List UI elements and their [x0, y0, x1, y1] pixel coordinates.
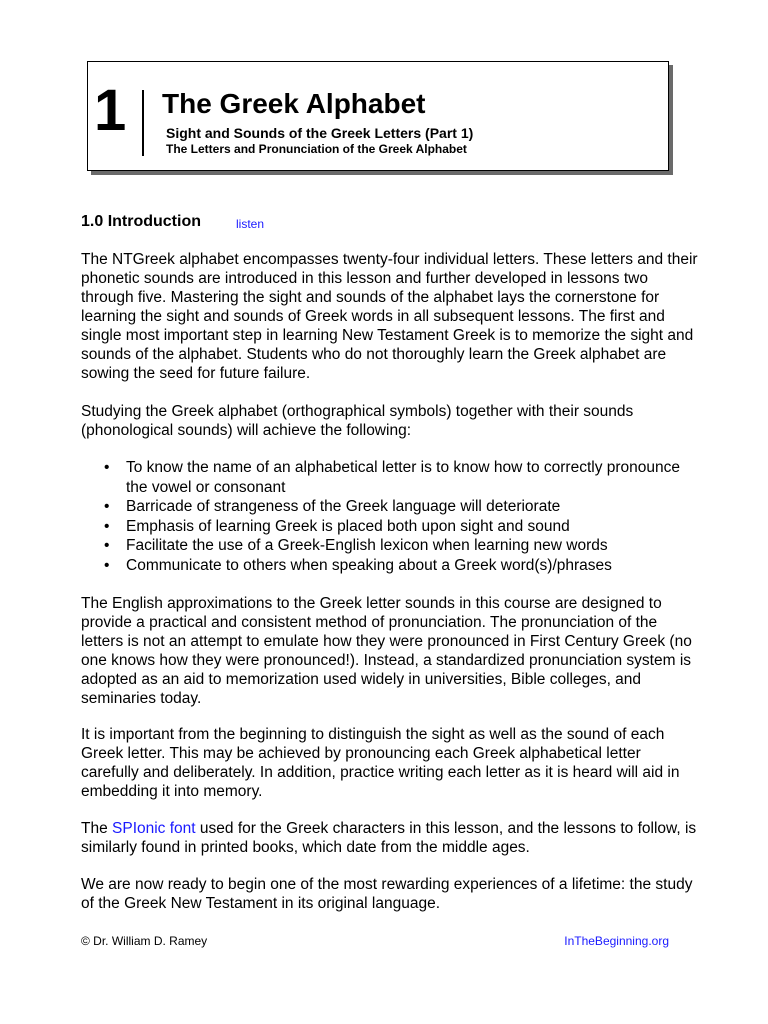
paragraph-text: Studying the Greek alphabet (orthographical symbols) together with their sounds (phonological sounds) will achieve the following: — [81, 403, 634, 439]
bullet-icon: • — [104, 537, 110, 554]
bullet-icon: • — [104, 517, 110, 535]
list-item — [81, 556, 701, 576]
lesson-subtitle: Sight and Sounds of the Greek Letters (Part 1) — [166, 125, 474, 141]
paragraph-text-start: The — [81, 820, 113, 837]
list-item-text: Barricade of strangeness of the Greek language will deteriorate — [126, 498, 561, 515]
paragraph-text — [81, 819, 701, 857]
benefits-list — [81, 458, 701, 575]
paragraph-text: We are now ready to begin one of the most rewarding experiences of a lifetime: the study of the Greek New Testament in its original language. — [81, 876, 693, 912]
paragraph-text: The NTGreek alphabet encompasses twenty-four individual letters. These letters and their phonetic sounds are introduced in this lesson and further developed in lessons two through five. Mastering the sight and sounds of the alphabet lays the cornerstone for learning the sight and sounds of Greek words in all subsequent lessons. The first and single most important step in learning New Testament Greek is to memorize the sight and sounds of the alphabet. Students who do not thoroughly learn the Greek alphabet are sowing the seed for future failure. — [81, 251, 698, 382]
paragraph-closing — [81, 875, 701, 913]
paragraph-pronunciation — [81, 594, 701, 708]
spionic-font-link[interactable]: SPIonic font — [112, 820, 196, 837]
paragraph-text: It is important from the beginning to distinguish the sight as well as the sound of each Greek letter. This may be achieved by pronouncing each Greek alphabetical letter carefully and deliberately. In addition, practice writing each letter as it is heard will aid in embedding it into memory. — [81, 726, 680, 800]
footer-copyright: © Dr. William D. Ramey — [81, 934, 208, 948]
lesson-title: The Greek Alphabet — [162, 88, 426, 119]
list-item — [81, 497, 701, 517]
paragraph-distinguish — [81, 725, 701, 801]
list-item — [81, 517, 701, 537]
bullet-icon: • — [104, 556, 110, 574]
footer-site-link[interactable]: InTheBeginning.org — [564, 934, 669, 948]
listen-link[interactable]: listen — [236, 217, 265, 231]
list-item — [81, 458, 701, 497]
paragraph-intro — [81, 250, 701, 383]
list-item-text: To know the name of an alphabetical letter is to know how to correctly pronounce the vowel or consonant — [126, 459, 681, 496]
bullet-icon: • — [104, 459, 110, 476]
header-divider — [142, 90, 144, 156]
list-item-text: Emphasis of learning Greek is placed both upon sight and sound — [126, 517, 570, 535]
list-item-text: Facilitate the use of a Greek-English lexicon when learning new words — [126, 537, 608, 554]
paragraph-text: The English approximations to the Greek letter sounds in this course are designed to provide a practical and consistent method of pronunciation. The pronunciation of the letters is not an attempt to emulate how they were pronounced in First Century Greek (no one knows how they were pronounced!). Instead, a standardized pronunciation system is adopted as an aid to memorization used widely in universities, Bible colleges, and seminaries today. — [81, 595, 692, 707]
bullet-icon: • — [104, 498, 110, 515]
lesson-subsubtitle: The Letters and Pronunciation of the Greek Alphabet — [166, 142, 467, 156]
lesson-header-box — [87, 61, 669, 171]
list-item — [81, 536, 701, 556]
paragraph-text-end: used for the Greek characters in this lesson, and the lessons to follow, is similarly found in printed books, which date from the middle ages. — [81, 820, 697, 856]
lesson-number: 1 — [94, 78, 127, 143]
paragraph-font — [81, 819, 701, 857]
list-item-text: Communicate to others when speaking about a Greek word(s)/phrases — [126, 556, 612, 574]
paragraph-studying — [81, 402, 701, 440]
section-heading: 1.0 Introduction — [81, 213, 201, 230]
